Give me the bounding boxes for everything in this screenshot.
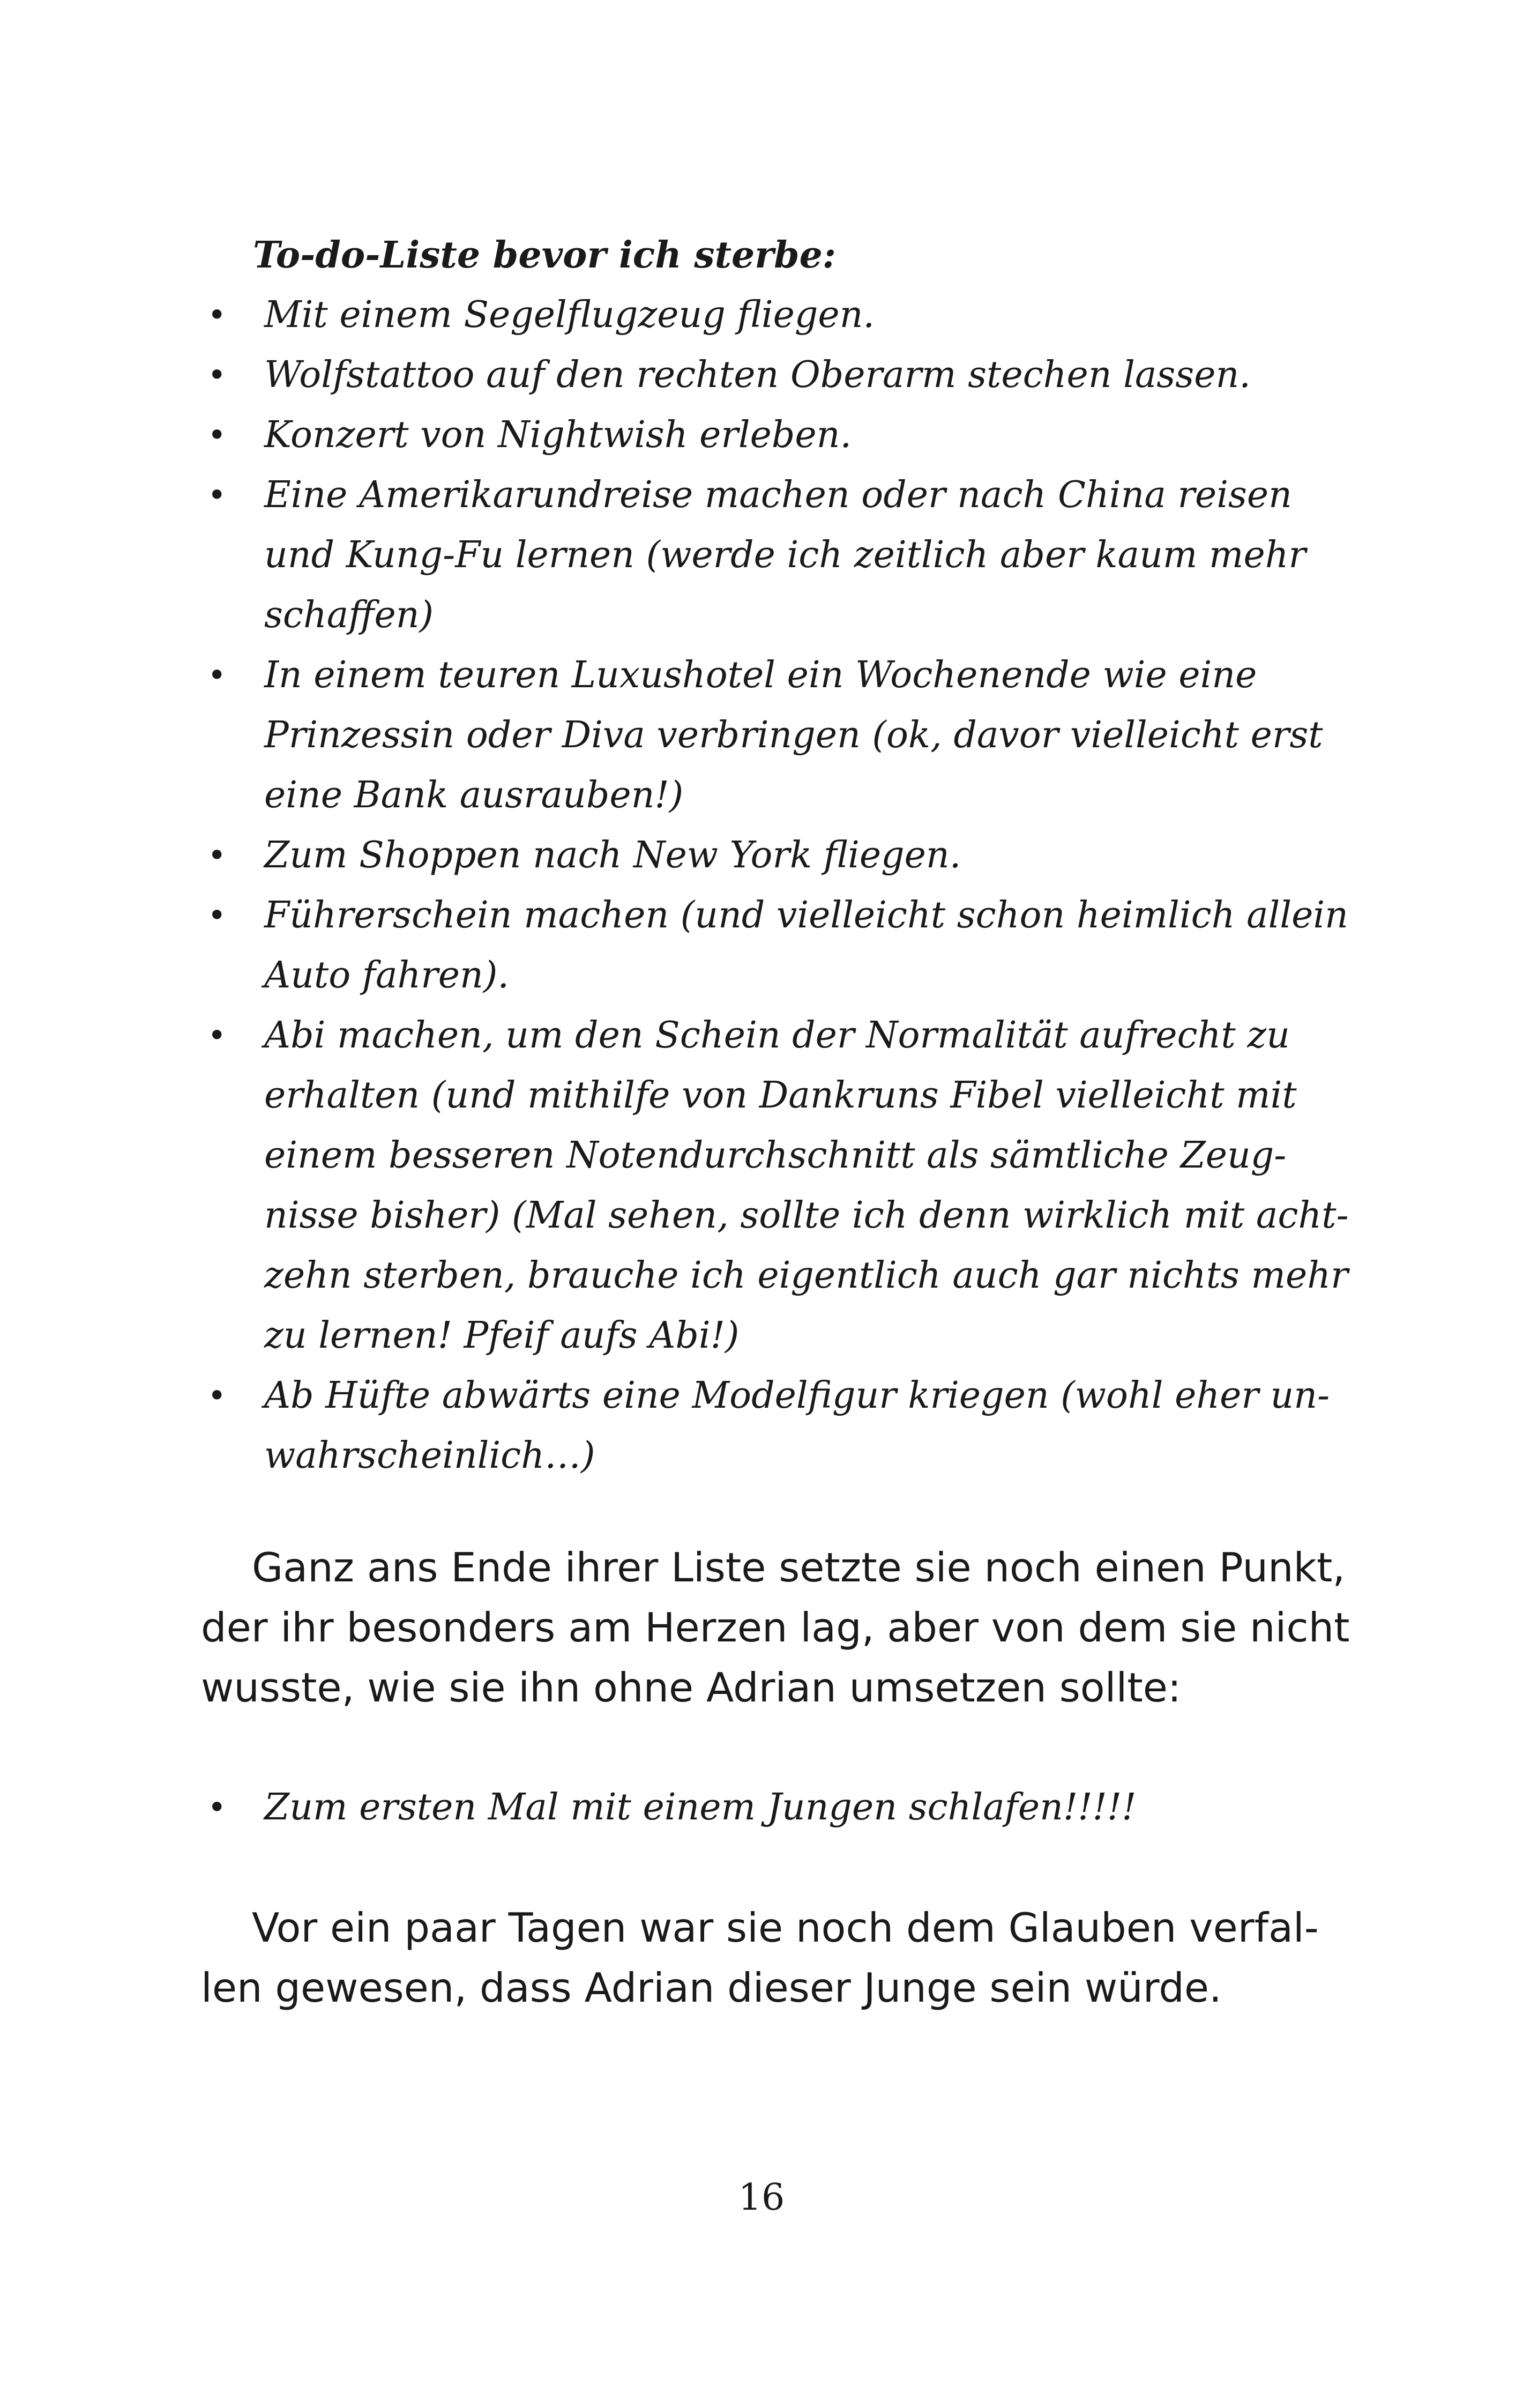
bullet-icon: • (207, 417, 227, 454)
list-item (201, 1778, 1326, 1838)
list-item-line: Eine Amerikarundreise machen oder nach China reisen (264, 474, 1292, 516)
body-paragraph (201, 1898, 1319, 2018)
page-number: 16 (738, 2176, 785, 2219)
list-item-line: Auto fahren). (264, 954, 509, 997)
bullet-icon: • (207, 657, 227, 694)
paragraph-line: Vor ein paar Tagen war sie noch dem Glauben verfal- (252, 1904, 1319, 1951)
bullet-icon: • (207, 1789, 227, 1826)
list-item-line: Prinzessin oder Diva verbringen (ok, davor vielleicht erst (264, 714, 1323, 756)
bullet-icon: • (207, 477, 227, 514)
list-item-line: nisse bisher) (Mal sehen, sollte ich denn wirklich mit acht- (264, 1194, 1349, 1237)
list-item-line: einem besseren Notendurchschnitt als sämtliche Zeug- (264, 1134, 1287, 1177)
paragraph-line: der ihr besonders am Herzen lag, aber von dem sie nicht (201, 1604, 1350, 1651)
todo-list-heading: To-do-Liste bevor ich sterbe: (253, 234, 836, 277)
bullet-icon: • (207, 356, 227, 394)
list-item-line: Konzert von Nightwish erleben. (264, 414, 852, 456)
list-item-line: schaffen) (264, 594, 434, 636)
bullet-icon: • (207, 1017, 227, 1054)
todo-list (201, 285, 1349, 1486)
list-item-line: In einem teuren Luxushotel ein Wochenende wie eine (264, 654, 1257, 696)
list-item-line: Abi machen, um den Schein der Normalität aufrecht zu (264, 1014, 1290, 1057)
paragraph-line: Ganz ans Ende ihrer Liste setzte sie noch einen Punkt, (252, 1544, 1346, 1591)
bullet-icon: • (207, 837, 227, 874)
list-item-line: zu lernen! Pfeif aufs Abi!) (264, 1314, 740, 1357)
list-item-line: Mit einem Segelflugzeug fliegen. (264, 294, 875, 336)
bullet-icon: • (207, 1377, 227, 1415)
list-item-line: zehn sterben, brauche ich eigentlich auch gar nichts mehr (264, 1254, 1348, 1297)
paragraph-line: wusste, wie sie ihn ohne Adrian umsetzen sollte: (201, 1664, 1182, 1711)
list-item (201, 886, 1348, 1006)
body-paragraph (201, 1537, 1350, 1718)
list-item (201, 826, 1326, 886)
list-item (201, 405, 1326, 465)
final-todo-list (201, 1778, 1326, 1838)
list-item-line: Zum ersten Mal mit einem Jungen schlafen!!!!! (264, 1786, 1137, 1829)
list-item (201, 465, 1326, 645)
list-item (201, 285, 1326, 345)
list-item-line: erhalten (und mithilfe von Dankruns Fibel vielleicht mit (264, 1074, 1297, 1117)
list-item-line: Zum Shoppen nach New York fliegen. (264, 834, 961, 876)
list-item-line: Wolfstattoo auf den rechten Oberarm stechen lassen. (264, 354, 1251, 396)
list-item-line: Ab Hüfte abwärts eine Modelfigur kriegen (wohl eher un- (264, 1374, 1330, 1417)
list-item (201, 1006, 1349, 1366)
bullet-icon: • (207, 296, 227, 334)
list-item-line: eine Bank ausrauben!) (264, 774, 684, 816)
paragraph-line: len gewesen, dass Adrian dieser Junge sein würde. (201, 1964, 1222, 2011)
list-item (201, 645, 1326, 826)
list-item (201, 1366, 1330, 1486)
list-item-line: und Kung-Fu lernen (werde ich zeitlich aber kaum mehr (264, 534, 1307, 576)
list-item-line: Führerschein machen (und vielleicht schon heimlich allein (264, 894, 1348, 937)
list-item (201, 345, 1326, 405)
bullet-icon: • (207, 897, 227, 934)
list-item-line: wahrscheinlich…) (264, 1435, 595, 1477)
